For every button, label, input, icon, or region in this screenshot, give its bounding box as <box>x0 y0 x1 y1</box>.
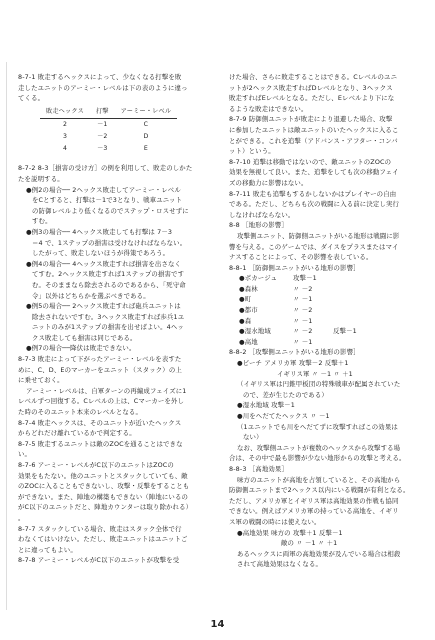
body-text-line: ができない。また、陣地の構築もできない（陣地にいるの <box>18 492 189 501</box>
rule-8-7-1-line: 8-7-1 敗走するヘックスによって、少なくなる打撃を敗 <box>18 73 182 81</box>
table-cell: 4 <box>62 145 68 153</box>
terrain-name: ●森林 <box>239 284 258 293</box>
body-text-line: に乗せておく。 <box>18 376 64 385</box>
defender-terrain-list <box>229 273 417 347</box>
body-text-line: （イギリス軍は円錐甲板団の特殊戦車が配属されていた <box>237 380 401 389</box>
counter-modifier: 反撃－1 <box>333 327 357 336</box>
body-text-line: めに、C、D、Eのマーカーをユニット（スタック）の上 <box>18 365 182 374</box>
body-text-line: の防御レベルより低くなるのでステップ・ロスせずに <box>32 206 189 215</box>
body-text-line: 走したユニットのアーミー・レベルは下の表のように違っ <box>18 83 188 92</box>
beach-modifier-us: ●ビーチ アメリカ軍 攻撃－2 反撃＋1 <box>237 359 349 368</box>
example-item: ●例2の場合── 2ヘックス敗走してアーミー・レベル <box>26 185 181 194</box>
body-text-line: い。 <box>18 450 32 459</box>
rule-8-7-5-line: 8-7-5 敗走するユニットは敵のZOCを通ることはできな <box>18 439 183 448</box>
counter-modifier <box>333 294 373 305</box>
table-cell: －2 <box>97 133 108 141</box>
rule-8-7-2-line: 8-7-2 8-3［損害の受け方］の例を利用して、敗走のしかた <box>18 164 193 173</box>
body-text-line: む。そのままなら除去されるのであるから、「死守命 <box>32 280 186 289</box>
table-cell: D <box>143 133 149 141</box>
body-text-line: ス軍の戦闘の時には使えない。 <box>229 517 321 526</box>
terrain-name: ●湿水地域 <box>239 327 271 336</box>
beach-modifier-uk: イギリス軍 〃 －1 〃 ＋1 <box>277 369 353 378</box>
table-header-row <box>40 106 177 119</box>
body-text-line: をCとすると、打撃は－1で3となり、戦車ユニット <box>32 196 183 205</box>
terrain-row <box>239 305 417 316</box>
section-heading-8-8: 8-8 ［地形の影響］ <box>229 221 288 230</box>
body-text-line: ＝4 で、1ステップの損害は受けなければならない。 <box>32 238 187 247</box>
body-text-line: けた場合、さらに敗走することはできる。Cレベルのユニ <box>229 73 398 81</box>
body-text-line: からどれだけ離れているかで判定する。 <box>18 429 136 438</box>
right-column <box>229 72 417 570</box>
example-item: ●例5の場合── 2ヘックス敗走すれば砲兵ユニットは <box>26 302 181 311</box>
body-text-line: 攻撃側ユニット、防御側ユニットがいる地形は戦闘に影 <box>237 231 400 240</box>
example-item: ●例4の場合── 4ヘックス敗走すれば損害を出さなく <box>26 259 182 268</box>
table-cell: C <box>143 121 149 129</box>
body-text-line: に参加したユニットは敵ユニットのいたヘックスに入るこ <box>229 125 399 134</box>
body-text-line: た時のそのユニット本来のレベルとなる。 <box>18 408 143 417</box>
attack-modifier: 攻撃－1 <box>293 274 317 283</box>
body-text-line: ので、差が生じたのである） <box>243 390 328 399</box>
body-text-line: クス敗走しても損害は同じである。 <box>32 333 137 342</box>
table-row <box>40 143 177 155</box>
body-text-line: 令」以外はどちらかを選ぶべきである。 <box>32 291 150 300</box>
table-cell: －3 <box>97 145 108 153</box>
counter-modifier <box>333 337 373 348</box>
body-text-line: わなくてはいけない。ただし、敗走ユニットはユニットご <box>18 535 188 544</box>
body-text-line: のZOCに入ることもできないし、攻撃・反撃をすることも <box>18 482 190 491</box>
rule-8-7-3-line: 8-7-3 敗走によって下がったアーミー・レベルを表すた <box>18 355 182 364</box>
rule-8-8-1-line: 8-8-1 ［防御側ユニットがいる地形の影響］ <box>229 263 360 272</box>
counter-modifier <box>333 316 373 327</box>
terrain-name: ●都市 <box>239 306 258 315</box>
counter-modifier <box>333 284 373 295</box>
attack-modifier: 〃 －2 <box>293 306 313 315</box>
body-text-line: 味方のユニットが高地を占領していると、その高地から <box>237 475 401 484</box>
terrain-name: ●森 <box>239 316 252 325</box>
attack-modifier: 〃 －1 <box>293 295 313 304</box>
body-text-line: ニットのみが1ステップの損害を出せばよい。4ヘッ <box>32 323 184 332</box>
table-header: 敗走ヘックス <box>40 106 90 119</box>
attack-modifier: 〃 －2 <box>293 284 313 293</box>
example-item: ●例7の場合──降伏は敗走できない。 <box>26 344 136 353</box>
terrain-row <box>239 326 417 337</box>
terrain-name: ●町 <box>239 295 252 304</box>
rule-8-7-11-line: 8-7-11 敗走も追撃もするかしないかはプレイヤーの自由 <box>229 189 397 198</box>
body-text-line: である。ただし、どちらも次の戦闘に入る前に決定し実行 <box>229 200 400 209</box>
table-cell: 2 <box>62 121 68 129</box>
body-text-line: レベルずつ回復する。Cレベルの上は、Cマーカーを外し <box>18 397 185 406</box>
attack-modifier: 〃 －1 <box>293 337 313 346</box>
body-text-line: されて高地効果はなくなる。 <box>237 560 323 569</box>
body-text-line: できない。例えばアメリカ軍の持っている高地を、イギリ <box>229 507 399 516</box>
table-row <box>40 131 177 143</box>
terrain-row <box>239 284 417 295</box>
rule-8-7-8-line: 8-7-8 アーミー・レベルがC以下のユニットが攻撃を受 <box>18 556 180 565</box>
table-cell: E <box>143 145 148 153</box>
body-text-line: ズの移動力に影響はない。 <box>229 178 308 187</box>
body-text-line: とに違ってもよい。 <box>18 545 77 554</box>
counter-modifier <box>333 305 373 316</box>
terrain-row <box>239 294 417 305</box>
body-text-line: たを説明する。 <box>18 174 64 183</box>
body-text-line: てくる。 <box>18 94 45 103</box>
high-ground-friendly: ●高地効果 味方の 攻撃＋1 反撃－1 <box>237 528 343 537</box>
terrain-row <box>239 273 417 284</box>
body-text-line: てすむ。2ヘックス敗走すれば1ステップの損害です <box>32 270 185 279</box>
terrain-row <box>239 337 417 348</box>
body-text-line: アーミー・レベルは、自軍ターンの再編成フェイズに1 <box>26 386 187 395</box>
rule-8-7-9-line: 8-7-9 防御側ユニットが敗走により退避した場合、攻撃 <box>229 115 393 124</box>
body-text-line: あるヘックスに両軍の高地効果が及んでいる場合は相殺 <box>237 549 401 558</box>
terrain-row <box>239 316 417 327</box>
high-ground-enemy: 敵の 〃 －1 〃 ＋1 <box>281 539 338 548</box>
terrain-name: ●ボカージュ <box>239 274 278 283</box>
page-edge-shadow <box>6 62 7 610</box>
table-row <box>40 119 177 132</box>
rule-8-8-3-line: 8-8-3 ［高地効果］ <box>229 464 288 473</box>
body-text-line: すむ。 <box>32 217 52 226</box>
body-text-line: 敗走すればEレベルとなる。ただし、Eレベルより下にな <box>229 94 395 103</box>
body-text-line: とができる。これを追撃（アドバンス・アフター・コンバ <box>229 136 398 145</box>
terrain-name: ●高地 <box>239 337 258 346</box>
left-column <box>18 72 208 566</box>
body-text-line: ナスすることによって、その影響を表している。 <box>229 253 373 262</box>
body-text-line: がC以下のユニットだと、陣地カウンターは取り除かれる） <box>18 503 193 512</box>
body-text-line: 響を与える。このゲームでは、ダイスをプラスまたはマイ <box>229 242 399 251</box>
river-modifier: ●川をへだてたヘックス 〃 －1 <box>237 412 330 420</box>
body-text-line: したがって、敗走しないほうが得策であろう。 <box>32 249 170 258</box>
body-text-line: ット）という。 <box>229 147 275 156</box>
marsh-modifier: ●湿水地域 攻撃－1 <box>237 401 295 410</box>
body-text-line: 除去されないですむ。3ヘックス敗走すれば歩兵1ユ <box>32 312 185 321</box>
body-text-line: （1ユニットでも川をへだてずに攻撃すればこの効果は <box>237 422 398 431</box>
body-text-line: るような敗走はできない。 <box>229 104 308 113</box>
table-header: アーミー・レベル <box>115 106 178 119</box>
body-text-line: 効果を無視して良い。また、追撃をしても次の移動フェイ <box>229 168 399 177</box>
body-text-line: 防御側ユニットまで2ヘックス以内にいる戦闘が有利となる。 <box>229 486 410 495</box>
body-text-line: 。 <box>18 513 25 522</box>
body-text-line: 合は、その中で最も影響が少ない地形からの攻撃と考える。 <box>229 454 406 463</box>
body-text-line: ない） <box>243 433 263 442</box>
table-cell: －1 <box>97 121 108 129</box>
rule-8-7-6-line: 8-7-6 アーミー・レベルがC以下のユニットはZOCの <box>18 461 174 469</box>
body-text-line: ただし、アメリカ軍とイギリス軍は高地効果の作戦も協同 <box>229 496 399 505</box>
rule-8-7-4-line: 8-7-4 敗走ヘックスは、そのユニットが近いたヘックス <box>18 418 182 427</box>
body-text-line: なお、攻撃側ユニットが複数のヘックスから攻撃する場 <box>237 443 401 452</box>
attack-modifier: 〃 －2 <box>293 327 313 336</box>
retreat-level-table <box>40 106 177 156</box>
body-text-line: しなければならない。 <box>229 210 295 219</box>
body-text-line: ットが2ヘックス敗走すればDレベルとなり、3ヘックス <box>229 83 393 92</box>
body-text-line: 効果をもたない。他のユニットとスタックしていても、敵 <box>18 471 188 480</box>
page-number: 14 <box>210 619 225 630</box>
table-cell: 3 <box>62 133 68 141</box>
example-item: ●例3の場合── 4ヘックス敗走しても打撃は 7－3 <box>26 227 173 236</box>
rule-8-7-7-line: 8-7-7 スタックしている場合、敗走はスタック全体で行 <box>18 524 182 533</box>
rule-8-7-10-line: 8-7-10 追撃は移動ではないので、敵ユニットのZOCの <box>229 157 392 166</box>
counter-modifier <box>333 273 373 284</box>
table-header: 打撃 <box>90 106 115 119</box>
attack-modifier: 〃 －1 <box>293 316 313 325</box>
rule-8-8-2-line: 8-8-2 ［攻撃側ユニットがいる地形の影響］ <box>229 348 360 357</box>
